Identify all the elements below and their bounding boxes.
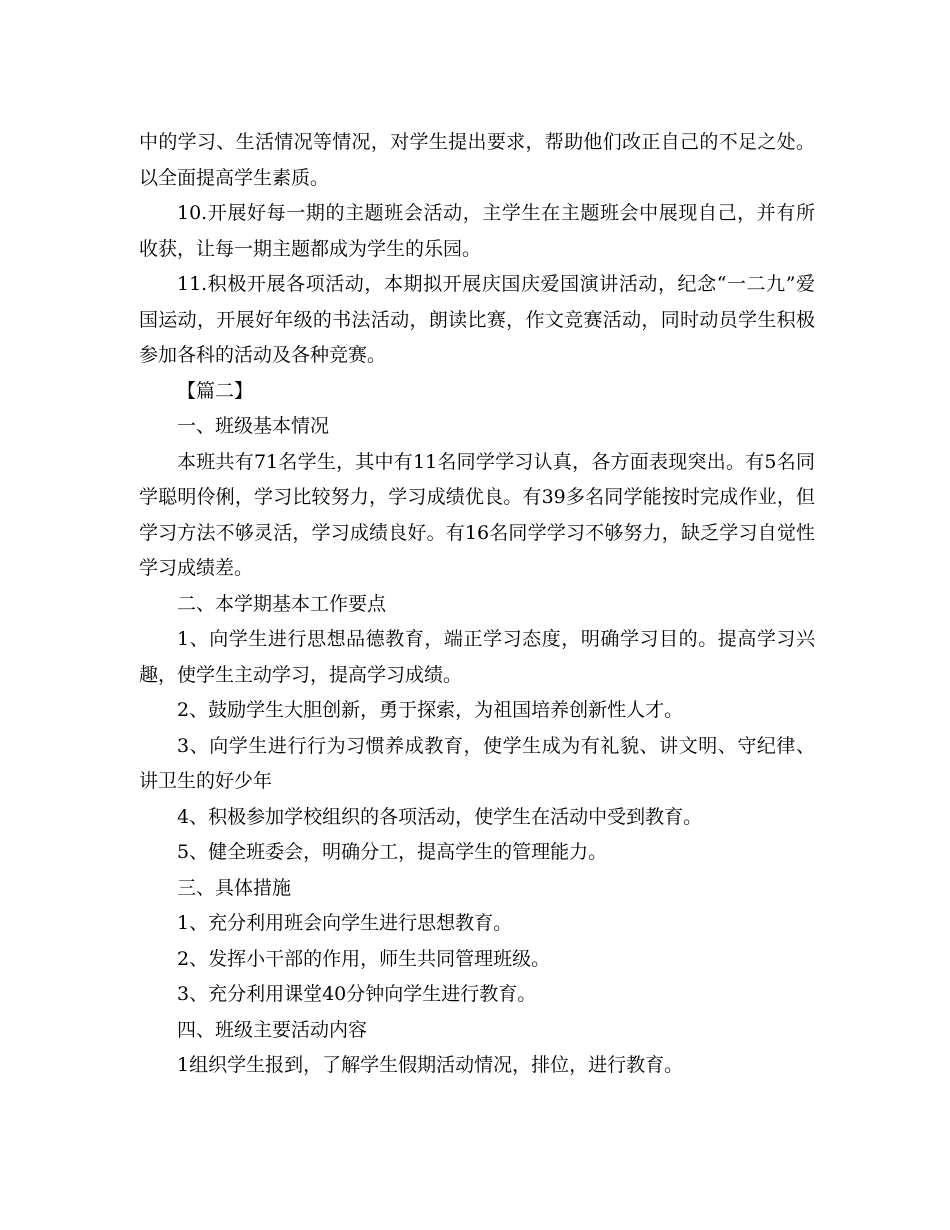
heading-class-basic-situation: 一、班级基本情况 xyxy=(177,415,330,437)
heading-work-points: 二、本学期基本工作要点 xyxy=(177,592,387,615)
heading-specific-measures: 三、具体措施 xyxy=(177,876,292,899)
section-heading-part-two: 【篇二】 xyxy=(177,379,254,402)
list-item-measure-2: 2、发挥小干部的作用，师生共同管理班级。 xyxy=(177,947,551,970)
list-item-work-point-4: 4、积极参加学校组织的各项活动，使学生在活动中受到教育。 xyxy=(177,805,703,828)
paragraph-item-10: 10.开展好每一期的主题班会活动，主学生在主题班会中展现自己，并有所收获，让每一期主题都成为学生的乐园。 xyxy=(139,202,815,260)
document-body xyxy=(139,125,815,1084)
list-item-measure-1: 1、充分利用班会向学生进行思想教育。 xyxy=(177,912,513,934)
list-item-work-point-2: 2、鼓励学生大胆创新，勇于探索，为祖国培养创新性人才。 xyxy=(177,699,684,721)
list-item-work-point-5: 5、健全班委会，明确分工，提高学生的管理能力。 xyxy=(177,841,608,863)
paragraph-class-situation: 本班共有71名学生，其中有11名同学学习认真，各方面表现突出。有5名同学聪明伶俐，学习比较努力，学习成绩优良。有39多名同学能按时完成作业，但学习方法不够灵活，学习成绩良好。有16名同学学习不够努力，缺乏学习自觉性学习成绩差。 xyxy=(139,450,815,579)
list-item-work-point-1: 1、向学生进行思想品德教育，端正学习态度，明确学习目的。提高学习兴趣，使学生主动学习，提高学习成绩。 xyxy=(139,628,815,686)
list-item-measure-3: 3、充分利用课堂40分钟向学生进行教育。 xyxy=(177,983,537,1005)
list-item-work-point-3: 3、向学生进行行为习惯养成教育，使学生成为有礼貌、讲文明、守纪律、讲卫生的好少年 xyxy=(139,734,815,792)
paragraph-continuation: 中的学习、生活情况等情况，对学生提出要求，帮助他们改正自己的不足之处。以全面提高学生素质。 xyxy=(139,131,815,189)
list-item-activity-1: 1组织学生报到，了解学生假期活动情况，排位，进行教育。 xyxy=(177,1054,684,1076)
paragraph-item-11: 11.积极开展各项活动，本期拟开展庆国庆爱国演讲活动，纪念“一二九”爱国运动，开展好年级的书法活动，朗读比赛，作文竞赛活动，同时动员学生积极参加各科的活动及各种竞赛。 xyxy=(139,273,815,366)
heading-main-activities: 四、班级主要活动内容 xyxy=(177,1018,368,1041)
